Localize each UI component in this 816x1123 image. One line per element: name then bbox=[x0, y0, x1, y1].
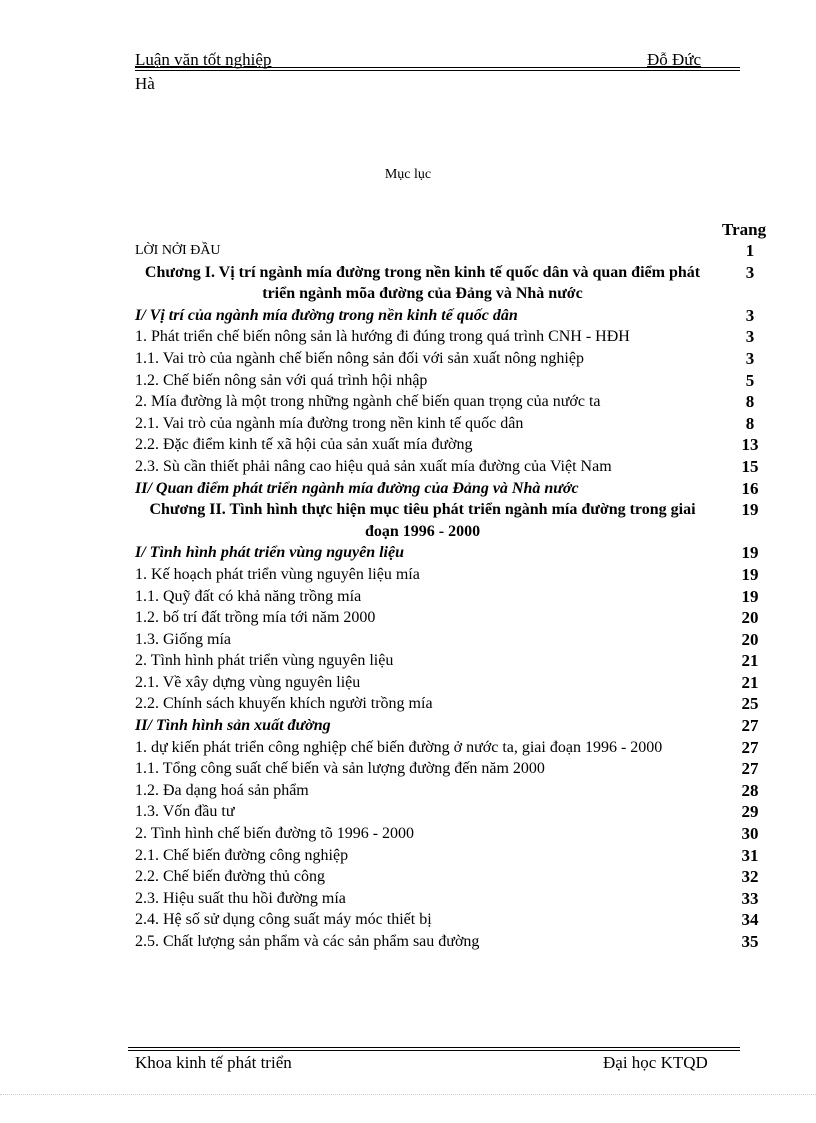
toc-entry-title: 2.4. Hệ số sử dụng công suất máy móc thiết bị bbox=[135, 911, 432, 929]
toc-entry-title: 1.1. Vai trò của ngành chế biến nông sản đối với sản xuất nông nghiệp bbox=[135, 349, 584, 367]
toc-entry-title: 1.2. bố trí đất trồng mía tới năm 2000 bbox=[135, 609, 376, 627]
toc-entry-page: 21 bbox=[741, 672, 759, 692]
header-thesis-label: Luận văn tốt nghiệp bbox=[135, 50, 272, 69]
page-title: Mục lục bbox=[384, 167, 432, 182]
toc-entry-title: Chương II. Tình hình thực hiện mục tiêu phát triển ngành mía đường trong giai đoạn 1996 - 2000 bbox=[149, 501, 696, 540]
toc-entry-title: 1.1. Quỹ đất có khả năng trồng mía bbox=[135, 587, 362, 605]
toc-entry-page: 19 bbox=[741, 500, 759, 520]
toc-entry-title: 1. Phát triển chế biến nông sản là hướng đi đúng trong quá trình CNH - HĐH bbox=[135, 328, 630, 346]
toc-entry-page: 3 bbox=[745, 262, 755, 282]
toc-entry-page: 8 bbox=[745, 413, 755, 433]
toc-entry-title: 2.1. Về xây dựng vùng nguyên liệu bbox=[135, 673, 361, 691]
toc-entry[interactable] bbox=[135, 499, 770, 542]
toc-entry[interactable] bbox=[135, 672, 770, 694]
toc-entry-page: 25 bbox=[741, 694, 759, 714]
toc-entry-page: 5 bbox=[745, 370, 755, 390]
footer-faculty: Khoa kinh tế phát triển bbox=[135, 1053, 292, 1072]
toc-entry[interactable] bbox=[135, 564, 770, 586]
toc-entry-title: 1.3. Giống mía bbox=[135, 630, 231, 648]
toc-entry-title: Chương I. Vị trí ngành mía đường trong nền kinh tế quốc dân và quan điểm phát triển ngành mõa đường của Đảng và Nhà nước bbox=[144, 263, 701, 303]
toc-entry-page: 3 bbox=[745, 348, 755, 368]
toc-entry-page: 20 bbox=[741, 608, 759, 628]
toc-entry-page: 16 bbox=[741, 478, 759, 498]
toc-entry-page: 35 bbox=[741, 932, 759, 951]
header-author-wrap: Hà bbox=[135, 74, 155, 93]
toc-entry-page: 19 bbox=[741, 564, 759, 584]
toc-entry[interactable] bbox=[135, 478, 770, 500]
toc-entry-title: 1.3. Vốn đầu tư bbox=[135, 803, 235, 821]
page-column-label: Trang bbox=[722, 220, 767, 239]
toc-entry-page: 27 bbox=[741, 737, 759, 757]
toc-entry-page: 13 bbox=[741, 435, 759, 455]
toc-entry-title: 1. dự kiến phát triển công nghiệp chế biến đường ở nước ta, giai đoạn 1996 - 2000 bbox=[135, 738, 663, 756]
toc-entry[interactable] bbox=[135, 823, 770, 845]
toc-entry-title: 2. Tình hình chế biến đường tõ 1996 - 2000 bbox=[135, 825, 415, 843]
toc-entry[interactable] bbox=[135, 909, 770, 931]
toc-entry[interactable] bbox=[135, 931, 770, 953]
toc-entry-page: 3 bbox=[745, 327, 755, 347]
toc-entry-page: 32 bbox=[741, 867, 759, 887]
toc-entry-page: 29 bbox=[741, 802, 759, 822]
toc-entry[interactable] bbox=[135, 413, 770, 435]
toc-entry-title: II/ Quan điểm phát triển ngành mía đường của Đảng và Nhà nước bbox=[135, 479, 579, 497]
toc-entry[interactable] bbox=[135, 240, 770, 262]
toc-entry-title: 2.1. Vai trò của ngành mía đường trong nền kinh tế quốc dân bbox=[135, 414, 524, 432]
toc-entry[interactable] bbox=[135, 758, 770, 780]
toc-entry-title: 2.2. Đặc điểm kinh tế xã hội của sản xuất mía đường bbox=[135, 436, 473, 454]
toc-entry[interactable] bbox=[135, 262, 770, 305]
toc-entry[interactable] bbox=[135, 715, 770, 737]
toc-entry[interactable] bbox=[135, 607, 770, 629]
table-of-contents bbox=[135, 240, 770, 953]
toc-entry-title: 2. Mía đường là một trong những ngành chế biến quan trọng của nước ta bbox=[135, 393, 601, 411]
toc-entry[interactable] bbox=[135, 456, 770, 478]
toc-entry-page: 20 bbox=[741, 629, 759, 649]
toc-entry-title: 1.2. Chế biến nông sản với quá trình hội nhập bbox=[135, 371, 428, 389]
toc-entry-page: 21 bbox=[741, 651, 759, 671]
toc-entry[interactable] bbox=[135, 693, 770, 715]
toc-entry-page: 27 bbox=[741, 716, 759, 736]
toc-entry-page: 28 bbox=[741, 780, 759, 800]
footer-university: Đại học KTQD bbox=[603, 1053, 708, 1072]
toc-entry-title: LỜI NỞI ĐẦU bbox=[135, 243, 221, 258]
toc-entry-page: 15 bbox=[741, 456, 759, 476]
page-bottom-divider bbox=[0, 1094, 816, 1095]
toc-entry-page: 33 bbox=[741, 888, 759, 908]
toc-entry-page: 34 bbox=[741, 910, 759, 930]
toc-entry[interactable] bbox=[135, 348, 770, 370]
toc-entry[interactable] bbox=[135, 650, 770, 672]
toc-entry-page: 8 bbox=[745, 392, 755, 412]
toc-entry-title: 1.2. Đa dạng hoá sản phẩm bbox=[135, 781, 309, 799]
toc-entry[interactable] bbox=[135, 866, 770, 888]
toc-entry-title: II/ Tình hình sản xuất đường bbox=[135, 717, 331, 735]
toc-entry-title: 2.2. Chế biến đường thủ công bbox=[135, 868, 325, 886]
toc-entry[interactable] bbox=[135, 845, 770, 867]
toc-entry-page: 19 bbox=[741, 586, 759, 606]
toc-entry-title: 2.3. Sù cần thiết phải nâng cao hiệu quả sản xuất mía đường của Việt Nam bbox=[135, 457, 612, 475]
toc-entry-page: 19 bbox=[741, 543, 759, 563]
footer-rule bbox=[128, 1047, 740, 1051]
toc-entry-title: I/ Tình hình phát triển vùng nguyên liệu bbox=[135, 544, 404, 562]
toc-entry-title: 2.3. Hiệu suất thu hồi đường mía bbox=[135, 889, 346, 907]
toc-entry[interactable] bbox=[135, 629, 770, 651]
header-author-name: Đỗ Đức bbox=[647, 50, 702, 69]
toc-entry-title: 2.2. Chính sách khuyến khích người trồng mía bbox=[135, 695, 433, 713]
toc-entry-title: 2.1. Chế biến đường công nghiệp bbox=[135, 846, 349, 864]
toc-entry-title: I/ Vị trí của ngành mía đường trong nền kinh tế quốc dân bbox=[135, 306, 518, 324]
toc-entry[interactable] bbox=[135, 542, 770, 564]
toc-entry[interactable] bbox=[135, 737, 770, 759]
toc-entry-title: 2. Tình hình phát triển vùng nguyên liệu bbox=[135, 652, 394, 670]
toc-entry[interactable] bbox=[135, 370, 770, 392]
header-rule bbox=[135, 67, 740, 71]
toc-entry[interactable] bbox=[135, 434, 770, 456]
toc-entry[interactable] bbox=[135, 391, 770, 413]
toc-entry[interactable] bbox=[135, 326, 770, 348]
toc-entry-page: 3 bbox=[745, 305, 755, 325]
toc-entry[interactable] bbox=[135, 888, 770, 910]
toc-entry-page: 31 bbox=[741, 845, 759, 865]
toc-entry-title: 1.1. Tổng công suất chế biến và sản lượng đường đến năm 2000 bbox=[135, 760, 545, 778]
toc-entry[interactable] bbox=[135, 801, 770, 823]
toc-entry-page: 27 bbox=[741, 759, 759, 779]
toc-entry-title: 1. Kế hoạch phát triển vùng nguyên liệu mía bbox=[135, 565, 420, 583]
toc-entry-page: 30 bbox=[741, 824, 759, 844]
toc-entry-page: 1 bbox=[745, 241, 755, 260]
toc-entry-title: 2.5. Chất lượng sản phẩm và các sản phẩm sau đường bbox=[135, 933, 480, 950]
toc-entry[interactable] bbox=[135, 305, 770, 327]
toc-entry[interactable] bbox=[135, 780, 770, 802]
toc-entry[interactable] bbox=[135, 586, 770, 608]
